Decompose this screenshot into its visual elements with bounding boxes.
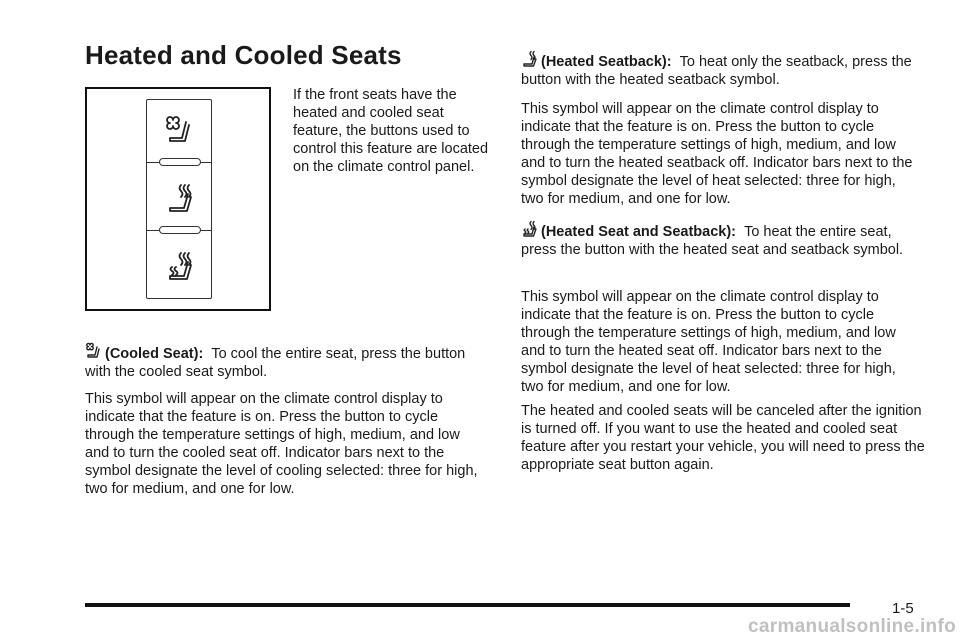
cooled-seat-icon	[85, 342, 103, 360]
heated-seat-and-seatback-icon	[164, 250, 196, 284]
seat-button-panel	[146, 99, 212, 299]
heated-seatback-heading: (Heated Seatback):	[541, 54, 672, 70]
heated-seatback-lead-text: To heat only the seatback, press the button with the heated seatback symbol.	[521, 54, 912, 88]
indicator-slot	[159, 226, 201, 234]
indicator-slot	[159, 158, 201, 166]
heated-seat-and-seatback-icon	[521, 220, 539, 238]
closing-paragraph: The heated and cooled seats will be canceled after the ignition is turned off. If you want to use the heated and cooled seat feature after you restart your vehicle, you will need to press the appropriate seat button again.	[521, 403, 925, 473]
heated-seatback-lead-paragraph	[521, 50, 916, 89]
page-title: Heated and Cooled Seats	[85, 40, 402, 70]
intro-paragraph: If the front seats have the heated and cooled seat feature, the buttons used to control this feature are located on the climate control panel.	[293, 87, 489, 175]
seat-control-panel-figure	[85, 87, 271, 311]
footer-rule	[85, 603, 850, 607]
heated-seatback-body: This symbol will appear on the climate control display to indicate that the feature is on. Press the button to cycle through the temperature settings of high, medium, and low and to turn the heated seatback off. Indicator bars next to the symbol designate the level of heat selected: three for high, two for medium, and one for low.	[521, 101, 913, 207]
cooled-seat-lead-text: To cool the entire seat, press the button with the cooled seat symbol.	[85, 346, 466, 380]
watermark: carmanualsonline.info	[748, 616, 956, 637]
heated-seat-and-seatback-body: This symbol will appear on the climate control display to indicate that the feature is on. Press the button to cycle through the temperature settings of high, medium, and low and to turn the heated seat off. Indicator bars next to the symbol designate the level of heat selected: three for high, two for medium, and one for low.	[521, 289, 896, 395]
heated-seat-and-seatback-lead-paragraph	[521, 220, 916, 259]
heated-seat-and-seatback-heading: (Heated Seat and Seatback):	[541, 224, 737, 240]
page-number: 1-5	[892, 600, 914, 617]
heated-seatback-icon	[521, 50, 539, 68]
cooled-seat-lead-paragraph	[85, 342, 485, 381]
heated-seatback-icon	[164, 182, 196, 216]
cooled-seat-heading: (Cooled Seat):	[105, 346, 204, 362]
cooled-seat-icon	[164, 114, 196, 148]
cooled-seat-body: This symbol will appear on the climate control display to indicate that the feature is on. Press the button to cycle through the temperature settings of high, medium, and low and to turn the cooled seat off. Indicator bars next to the symbol designate the level of cooling selected: three for high, two for medium, and one for low.	[85, 391, 478, 497]
heated-seat-and-seatback-lead-text: To heat the entire seat, press the button with the heated seat and seatback symbol.	[521, 224, 904, 258]
